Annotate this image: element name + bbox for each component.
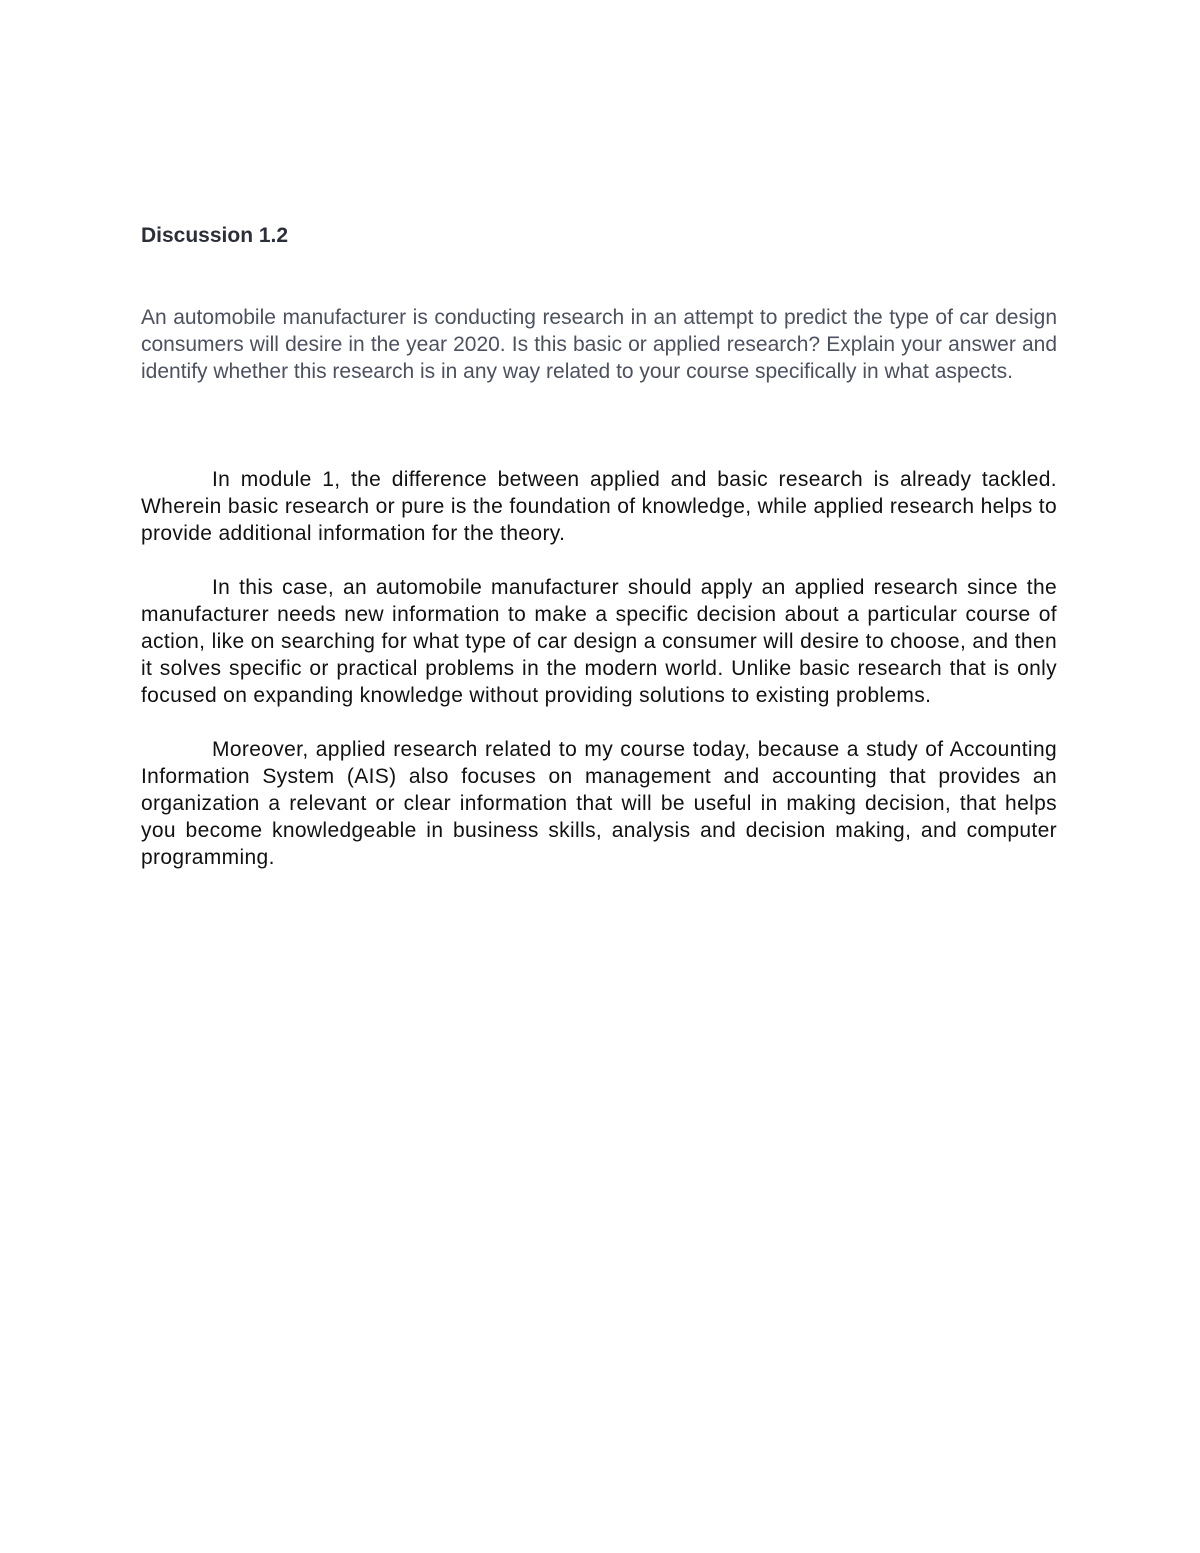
discussion-prompt: An automobile manufacturer is conducting research in an attempt to predict the type of car design consumers will desire in the year 2020. Is this basic or applied research? Explain your answer and identify whether this research is in any way related to your course specifically in what aspects. — [141, 306, 1057, 383]
answer-paragraph-1: In module 1, the difference between applied and basic research is already tackled. Wherein basic research or pure is the foundation of knowledge, while applied research helps to provide additional information for the theory. — [141, 468, 1057, 545]
discussion-title: Discussion 1.2 — [141, 224, 289, 247]
answer-paragraph-2: In this case, an automobile manufacturer should apply an applied research since the manufacturer needs new information to make a specific decision about a particular course of action, like on searching for what type of car design a consumer will desire to choose, and then it solves specific or practical problems in the modern world. Unlike basic research that is only focused on expanding knowledge without providing solutions to existing problems. — [141, 576, 1057, 707]
answer-paragraph-3: Moreover, applied research related to my course today, because a study of Accounting Information System (AIS) also focuses on management and accounting that provides an organization a relevant or clear information that will be useful in making decision, that helps you become knowledgeable in business skills, analysis and decision making, and computer programming. — [141, 738, 1057, 869]
document-body — [141, 222, 1057, 871]
